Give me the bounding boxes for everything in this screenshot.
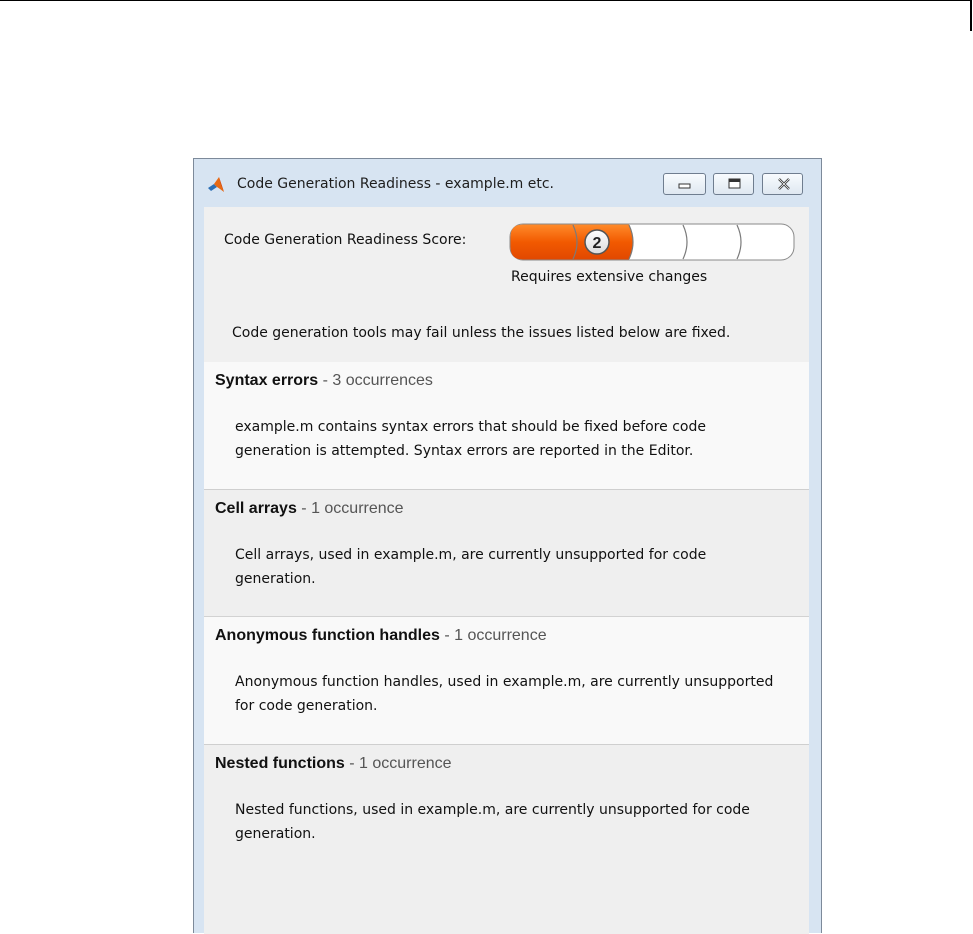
issue-header [215,755,452,773]
page-right-rule [970,0,972,31]
close-button[interactable] [762,173,803,195]
minimize-icon [676,178,694,190]
maximize-button[interactable] [713,173,754,195]
issue-separator: - [296,500,312,517]
issue-description: example.m contains syntax errors that should be fixed before code generation is attempted. Syntax errors are reported in the Editor. [235,419,706,459]
maximize-icon [726,178,744,190]
issue-count: 1 occurrence [359,755,452,772]
issue-separator: - [318,372,333,389]
issue-description: Nested functions, used in example.m, are currently unsupported for code generation. [235,802,750,842]
close-icon [775,178,793,190]
issue-separator: - [344,755,360,772]
score-label: Code Generation Readiness Score: [224,232,467,248]
matlab-logo-icon [207,176,225,194]
issue-name: Nested functions [215,755,345,772]
window-title: Code Generation Readiness - example.m etc. [237,176,554,192]
minimize-button[interactable] [663,173,706,195]
issue-section [204,490,809,617]
notice-text: Code generation tools may fail unless the issues listed below are fixed. [232,325,731,341]
issue-header [215,627,547,645]
score-status: Requires extensive changes [511,269,708,285]
issue-description: Cell arrays, used in example.m, are currently unsupported for code generation. [235,547,707,587]
readiness-score-bar [509,223,795,261]
issue-count: 1 occurrence [311,500,404,517]
page-top-rule [0,0,971,1]
title-bar[interactable] [194,159,821,207]
issue-name: Syntax errors [215,372,319,389]
score-fill [511,225,634,260]
issue-name: Anonymous function handles [215,627,440,644]
issue-header [215,500,404,518]
issue-section [204,362,809,490]
issue-name: Cell arrays [215,500,297,517]
issue-count: 3 occurrences [332,372,433,389]
score-value: 2 [592,235,602,252]
issue-header [215,372,433,390]
issue-count: 1 occurrence [454,627,547,644]
issue-section [204,745,809,934]
issue-separator: - [439,627,455,644]
issue-description: Anonymous function handles, used in example.m, are currently unsupported for code generation. [235,674,774,714]
issue-section [204,617,809,745]
readiness-window [193,158,822,933]
dialog-content [204,207,809,934]
